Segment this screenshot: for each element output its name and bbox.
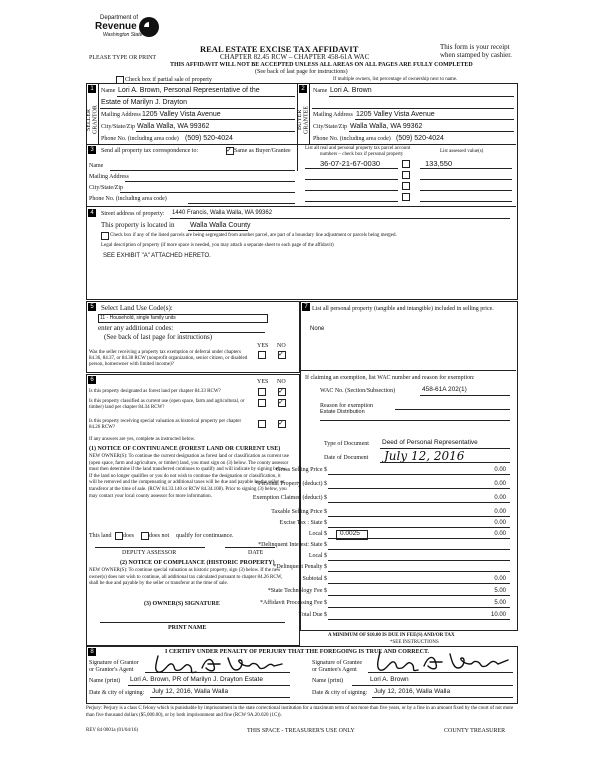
exemption-claim-label: If claiming an exemption, list WAC number and reason for exemption: — [305, 375, 475, 381]
same-as-buyer-label: Same as Buyer/Grantee — [234, 148, 291, 154]
seller-name-line2[interactable]: Estate of Marilyn J. Drayton — [101, 99, 187, 106]
see-back-note: (See back of last page for instructions) — [255, 69, 348, 75]
grantor-date-city-label: Date & city of signing: — [89, 690, 145, 696]
receipt-note-1: This form is your receipt — [440, 43, 510, 51]
segregated-checkbox[interactable] — [101, 232, 109, 240]
grantor-signature[interactable] — [150, 650, 290, 678]
grantor-sig-label: Signature of Grantor or Grantor's Agent — [89, 660, 139, 674]
seller-name-label: Name — [101, 88, 116, 94]
does-not-label: does not — [149, 533, 170, 539]
minimum-note: A MINIMUM OF $10.00 IS DUE IN FEE(S) AND/OR TAX — [328, 633, 455, 638]
parcel-3-checkbox[interactable] — [402, 182, 410, 190]
if-yes-note: If any answers are yes, complete as instructed below. — [89, 437, 196, 442]
dept-line1: Department of — [100, 15, 139, 21]
segregated-label: Check box if any of the listed parcels are being segregated from another parcel, are part of a boundary line adjustment or parcels being merged. — [110, 233, 397, 238]
section-4-number: 4 — [88, 209, 96, 217]
seller-mailing[interactable]: 1205 Valley Vista Avenue — [142, 111, 221, 118]
exemption-question: Was the seller receiving a property tax exemption or deferral under chapters 84.36, 84.37, or 84.38 RCW (nonprofit organization, senior citizen, or disabled person, homeowner with limited income)? — [89, 350, 248, 367]
grantor-print-name[interactable]: Lori A. Brown, PR of Marilyn J. Drayton Estate — [130, 676, 263, 683]
section-7-number: 7 — [302, 303, 310, 311]
qualify-label: qualify for continuance. — [176, 533, 234, 539]
s3-name-label: Name — [89, 163, 104, 169]
historic-no-check-icon: ✓ — [278, 419, 284, 427]
tax-row-value[interactable]: 0.00 — [494, 467, 506, 473]
tax-row-label: Gross Selling Price $ — [276, 467, 327, 473]
buyer-name-label: Name — [313, 88, 328, 94]
seller-city[interactable]: Walla Walla, WA 99362 — [137, 123, 210, 130]
seller-mailing-label: Mailing Address — [101, 112, 141, 118]
legal-desc-value[interactable]: SEE EXHIBIT "A" ATTACHED HERETO. — [103, 253, 211, 259]
parcel-header-1: List all real and personal property tax parcel account — [305, 146, 411, 151]
additional-codes-label: enter any additional codes: — [98, 324, 174, 332]
receipt-note-2: when stamped by cashier. — [440, 51, 512, 59]
current-use-yes-checkbox[interactable] — [258, 399, 266, 407]
parcel-4-checkbox[interactable] — [402, 193, 410, 201]
section-8-number: 8 — [88, 648, 96, 656]
historic-yes-checkbox[interactable] — [258, 420, 266, 428]
does-checkbox[interactable] — [115, 532, 123, 540]
assessed-value[interactable]: 133,550 — [425, 159, 453, 168]
s5-yes: YES — [257, 343, 269, 349]
certify-statement: I CERTIFY UNDER PENALTY OF PERJURY THAT THE FOREGOING IS TRUE AND CORRECT. — [165, 649, 430, 655]
land-use-label: Select Land Use Code(s): — [101, 304, 173, 312]
this-land-label: This land — [89, 533, 112, 539]
form-chapter: CHAPTER 82.45 RCW – CHAPTER 458-61A WAC — [220, 53, 370, 61]
grantee-print-name[interactable]: Lori A. Brown — [370, 676, 409, 683]
s3-mailing-label: Mailing Address — [89, 174, 129, 180]
county-treasurer: COUNTY TREASURER — [444, 728, 506, 734]
section-1-number: 1 — [88, 85, 96, 93]
tax-row-label: *Delinquent Interest: State $ — [258, 542, 327, 548]
tax-row-label: *Affidavit Processing Fee $ — [259, 600, 327, 606]
buyer-phone-label: Phone No. (including area code) — [313, 136, 391, 142]
seller-name-line1[interactable]: Lori A. Brown, Personal Representative of the — [118, 87, 260, 94]
s6-yes: YES — [257, 379, 269, 385]
exemption-yes-checkbox[interactable] — [258, 351, 266, 359]
street-label: Street address of property: — [101, 211, 165, 217]
multiple-owners-note: If multiple owners, list percentage of ownership next to name. — [333, 77, 458, 82]
tax-row-value[interactable]: 5.00 — [494, 600, 506, 606]
seller-phone[interactable]: (509) 520-4024 — [185, 135, 233, 142]
personal-property-label: List all personal property (tangible and intangible) included in selling price. — [312, 306, 494, 312]
s6-no: NO — [277, 379, 286, 385]
form-title: REAL ESTATE EXCISE TAX AFFIDAVIT — [200, 44, 359, 54]
tax-row-value[interactable]: 0.00 — [494, 481, 506, 487]
buyer-phone[interactable]: (509) 520-4024 — [396, 135, 444, 142]
wac-number[interactable]: 458-61A 202(1) — [422, 386, 467, 393]
seller-side-label: SELLER GRANTOR — [86, 105, 99, 135]
grantee-signature[interactable] — [370, 648, 510, 676]
assessed-header: List assessed value(s) — [440, 149, 484, 154]
seller-phone-label: Phone No. (including area code) — [101, 136, 179, 142]
notice1-title: (1) NOTICE OF CONTINUANCE (FOREST LAND OR CURRENT USE) — [89, 446, 281, 452]
deputy-date-label: DATE — [248, 550, 264, 556]
street-address[interactable]: 1440 Francis, Walla Walla, WA 99362 — [172, 210, 273, 216]
type-or-print: PLEASE TYPE OR PRINT — [89, 55, 157, 61]
personal-property-value[interactable]: None — [310, 326, 325, 332]
section-3-number: 3 — [88, 146, 96, 154]
grantee-date-city[interactable]: July 12, 2016, Walla Walla — [374, 688, 451, 695]
form-warning: THIS AFFIDAVIT WILL NOT BE ACCEPTED UNLESS ALL AREAS ON ALL PAGES ARE FULLY COMPLETED — [170, 62, 473, 68]
local-rate: 0.0025 — [340, 530, 360, 537]
forest-yes-checkbox[interactable] — [258, 388, 266, 396]
tax-row-value[interactable]: 0.00 — [494, 531, 506, 537]
doc-date-value[interactable]: July 12, 2016 — [384, 449, 465, 463]
s3-phone-label: Phone No. (including area code) — [89, 196, 167, 202]
tax-row-value[interactable]: 0.00 — [494, 509, 506, 515]
historic-question: Is this property receiving special valuation as historical property per chapter 84.26 RCW? — [89, 419, 242, 430]
tax-row-label: Total Due $ — [298, 612, 327, 618]
doc-date-label: Date of Document — [324, 455, 369, 461]
legal-desc-label: Legal description of property (if more space is needed, you may attach a separate sheet to each page of the affidavit) — [101, 243, 334, 248]
tax-row-label: Local $ — [308, 531, 327, 537]
section-6-number: 6 — [88, 376, 96, 384]
s5-no: NO — [277, 343, 286, 349]
exemption-no-check-icon: ✓ — [278, 350, 284, 358]
notice2-text: NEW OWNER(S): To continue special valuation as historic property, sign (3) below. If the new owner(s) does not wish to continue, all additional tax calculated pursuant to chapter 84.26 RCW, shall be due and payable by the seller or transferor at the time of sale. — [89, 568, 283, 587]
grantee-name-print-label: Name (print) — [312, 678, 344, 684]
treasurer-space: THIS SPACE - TREASURER'S USE ONLY — [247, 728, 355, 734]
correspondence-label: Send all property tax correspondence to: — [101, 148, 199, 154]
notice1-text: NEW OWNER(S): To continue the current designation as forest land or classification as current use (open space, farm and agriculture, or timber) land, you must sign on (3) below. The county assessor must then determine if the land transferred continues to qualify and will indicate by signing below. If the land no longer qualifies or you do not wish to continue the designation or classification, it will be removed and the compensating or additional taxes will be due and payable by the seller or transferor at the time of sale. (RCW 84.33.140 or RCW 84.34.108). Prior to signing (3) below, you may contact your local county assessor for more information. — [89, 454, 289, 499]
s3-city-label: City/State/Zip — [89, 185, 123, 191]
parcel-2-checkbox[interactable] — [402, 171, 410, 179]
section-2-number: 2 — [299, 85, 307, 93]
tax-row-value[interactable]: 0.00 — [494, 495, 506, 501]
wac-label: WAC No. (Section/Subsection) — [320, 388, 396, 394]
tax-row-label: Exemption Claimed (deduct) $ — [252, 495, 327, 501]
grantee-date-city-label: Date & city of signing: — [312, 690, 368, 696]
tax-total-value[interactable]: 10.00 — [490, 612, 506, 618]
does-label: does — [123, 533, 134, 539]
print-name-label: PRINT NAME — [168, 625, 207, 631]
reason-value[interactable]: Estate Distribution — [320, 409, 365, 415]
grantee-sig-label: Signature of Grantee or Grantee's Agent — [312, 660, 362, 674]
located-label: This property is located in — [101, 221, 175, 229]
tax-row-label: Local $ — [308, 553, 327, 559]
parcel-number[interactable]: 36-07-21-67-0030 — [320, 159, 381, 168]
tax-row-label: Excise Tax : State $ — [279, 520, 327, 526]
parcel-1-checkbox[interactable] — [402, 160, 410, 168]
owner-signature-label: (3) OWNER(S) SIGNATURE — [144, 601, 220, 607]
doc-type-value[interactable]: Deed of Personal Representative — [382, 439, 478, 446]
deputy-assessor-label: DEPUTY ASSESSOR — [122, 550, 177, 556]
tax-row-label: Taxable Selling Price $ — [271, 509, 327, 515]
perjury-statement: Perjury: Perjury is a class C felony which is punishable by imprisonment in the state correctional institution for a maximum term of not more than five years, or by a fine in an amount fixed by the court of not more than five thousand dollars ($5,000.00), or by both imprisonment and fine (RCW 9A.20.020 (1C)). — [86, 706, 514, 718]
section-5-number: 5 — [88, 303, 96, 311]
buyer-city-label: City/State/Zip — [313, 124, 347, 130]
notice2-title: (2) NOTICE OF COMPLIANCE (HISTORIC PROPERTY) — [120, 560, 275, 566]
see-instructions: *SEE INSTRUCTIONS — [390, 640, 439, 645]
seller-city-label: City/State/Zip — [101, 124, 135, 130]
doc-type-label: Type of Document — [324, 441, 369, 447]
buyer-mailing-label: Mailing Address — [313, 112, 353, 118]
county[interactable]: Walla Walla County — [190, 222, 251, 229]
tax-row-label: *State Technology Fee $ — [267, 588, 327, 594]
tax-row-label: *Personal Property (deduct) $ — [255, 481, 327, 487]
s5-see-back: (See back of last page for instructions) — [104, 333, 213, 341]
dept-line3: Washington State — [103, 32, 143, 38]
buyer-mailing[interactable]: 1205 Valley Vista Avenue — [356, 111, 435, 118]
reason-label: Reason for exemption — [320, 403, 373, 409]
land-use-code: 11 - Household, single family units — [100, 315, 176, 321]
buyer-city[interactable]: Walla Walla, WA 99362 — [350, 123, 423, 130]
tax-row-value[interactable]: 0.00 — [494, 520, 506, 526]
buyer-name[interactable]: Lori A. Brown — [330, 87, 372, 94]
tax-row-value[interactable]: 5.00 — [494, 588, 506, 594]
dept-line2: Revenue — [95, 21, 137, 32]
does-not-checkbox[interactable] — [141, 532, 149, 540]
partial-sale-label: Check box if partial sale of property — [125, 77, 212, 83]
grantor-name-print-label: Name (print) — [89, 678, 121, 684]
section-7-frame — [300, 301, 518, 631]
parcel-header-2: numbers – check box if personal property — [320, 152, 404, 157]
same-as-buyer-check-icon: ✓ — [226, 146, 232, 154]
rev-number: REV 84 0001a (01/04/16) — [86, 728, 138, 733]
tax-row-label: Subtotal $ — [302, 576, 327, 582]
current-use-question: Is this property classified as current use (open space, farm and agricultural, or timber) land per chapter 84.34 RCW? — [89, 399, 245, 410]
current-use-no-check-icon: ✓ — [278, 398, 284, 406]
tax-row-value[interactable]: 0.00 — [494, 576, 506, 582]
forest-no-check-icon: ✓ — [278, 387, 284, 395]
forest-question: Is this property designated as forest land per chapter 84.33 RCW? — [89, 389, 221, 394]
buyer-side-label: BUYER GRANTEE — [297, 106, 310, 134]
grantor-date-city[interactable]: July 12, 2016, Walla Walla — [152, 688, 229, 695]
tax-row-label: *Delinquent Penalty $ — [273, 564, 327, 570]
